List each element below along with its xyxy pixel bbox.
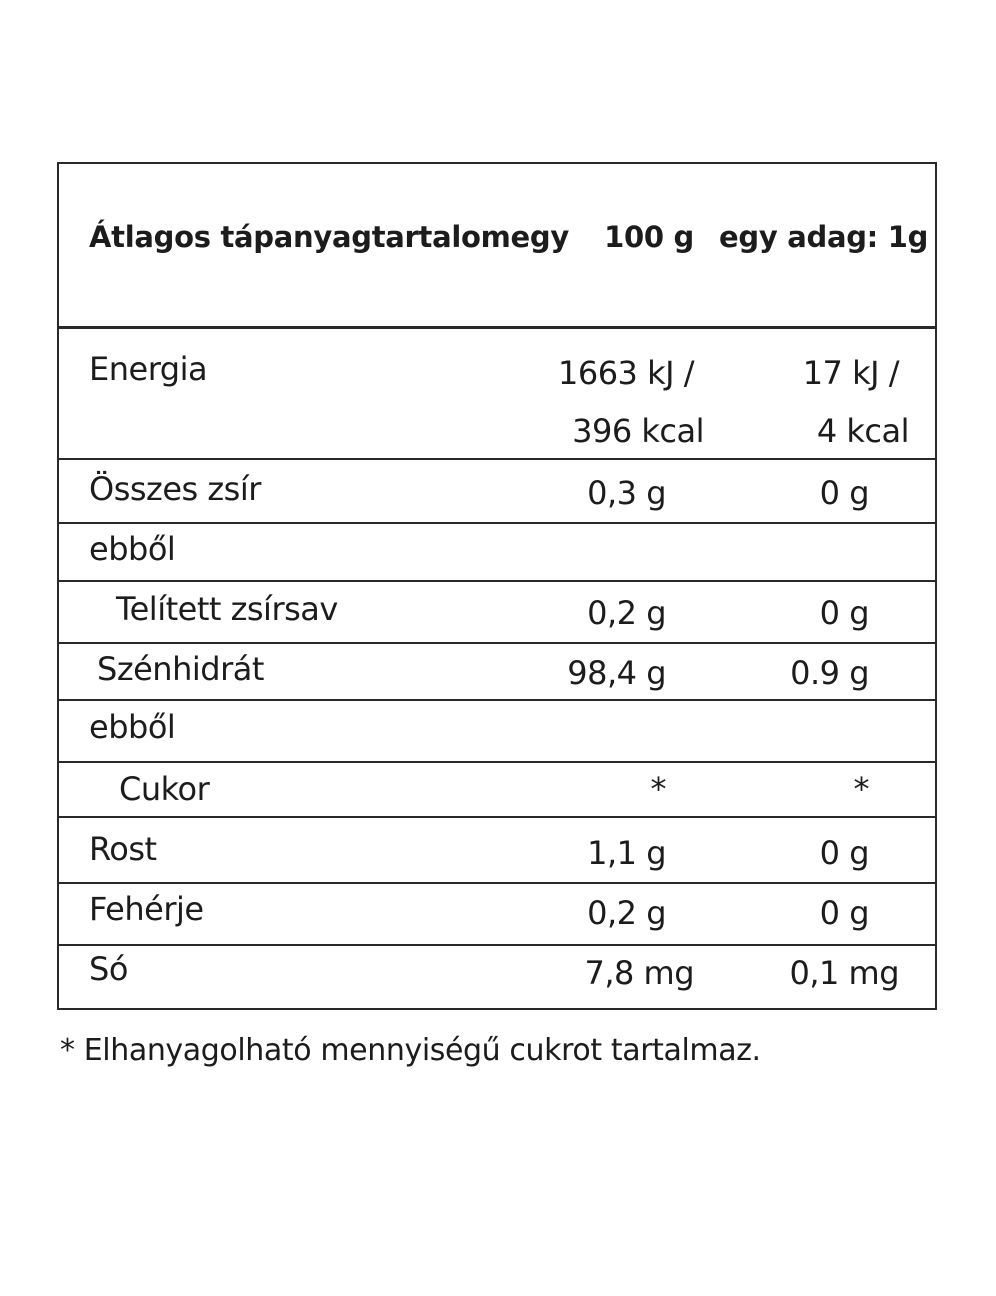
row-energy-serving-kcal: 4 kcal [816, 412, 909, 450]
row-divider [59, 580, 935, 582]
row-of-which-label: ebből [89, 530, 176, 568]
row-divider [59, 522, 935, 524]
row-carbohydrate-100g: 98,4 g [567, 654, 666, 692]
header-100g: 100 g [604, 220, 694, 254]
row-salt-label: Só [89, 950, 128, 988]
row-energy-label: Energia [89, 350, 208, 388]
row-divider [59, 761, 935, 763]
row-saturated-fat-100g: 0,2 g [587, 594, 666, 632]
row-sugar-100g: * [650, 770, 666, 808]
row-sugar-serving: * [853, 770, 869, 808]
row-sugar-label: Cukor [119, 770, 210, 808]
row-total-fat-label: Összes zsír [89, 470, 261, 508]
header-serving: egy adag: 1g [719, 220, 929, 254]
row-divider [59, 944, 935, 946]
row-fibre-100g: 1,1 g [587, 834, 666, 872]
row-salt-100g: 7,8 mg [584, 954, 694, 992]
row-divider [59, 642, 935, 644]
row-saturated-fat-label: Telített zsírsav [116, 590, 338, 628]
footnote: * Elhanyagolható mennyiségű cukrot tartalmaz. [60, 1033, 761, 1068]
row-total-fat-100g: 0,3 g [587, 474, 666, 512]
row-salt-serving: 0,1 mg [789, 954, 899, 992]
row-energy-serving-kj: 17 kJ / [802, 354, 899, 392]
row-divider [59, 816, 935, 818]
row-divider [59, 458, 935, 460]
row-protein-100g: 0,2 g [587, 894, 666, 932]
nutrition-table [57, 162, 937, 1010]
row-total-fat-serving: 0 g [819, 474, 869, 512]
header-label: Átlagos tápanyagtartalomegy [89, 220, 569, 254]
row-fibre-label: Rost [89, 830, 157, 868]
row-saturated-fat-serving: 0 g [819, 594, 869, 632]
row-fibre-serving: 0 g [819, 834, 869, 872]
row-protein-label: Fehérje [89, 890, 204, 928]
row-of-which-label: ebből [89, 708, 176, 746]
row-energy-100g-kj: 1663 kJ / [557, 354, 694, 392]
row-energy-100g-kcal: 396 kcal [572, 412, 704, 450]
row-carbohydrate-label: Szénhidrát [97, 650, 264, 688]
row-divider [59, 882, 935, 884]
row-protein-serving: 0 g [819, 894, 869, 932]
row-carbohydrate-serving: 0.9 g [790, 654, 869, 692]
header-divider [59, 326, 935, 329]
row-divider [59, 699, 935, 701]
